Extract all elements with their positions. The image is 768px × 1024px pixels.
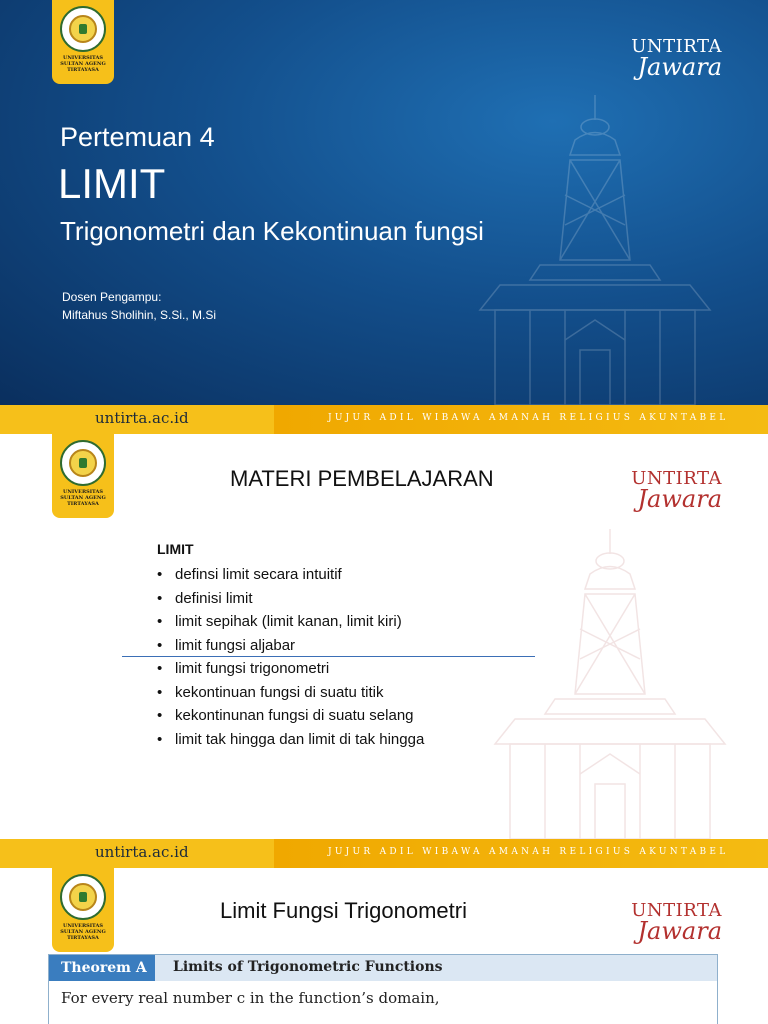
university-logo <box>52 868 114 952</box>
site-url[interactable]: untirta.ac.id <box>95 843 189 861</box>
list-item: • kekontinunan fungsi di suatu selang <box>157 704 424 728</box>
slide-heading: Limit Fungsi Trigonometri <box>220 898 467 923</box>
theorem-title: Limits of Trigonometric Functions <box>173 959 443 975</box>
list-item: • definisi limit <box>157 587 424 611</box>
slide-title: LIMIT <box>58 160 166 207</box>
divider <box>122 656 535 657</box>
seal-icon <box>60 6 106 52</box>
brand-bottom: Jawara <box>637 53 722 81</box>
list-item: • definsi limit secara intuitif <box>157 563 424 587</box>
tower-illustration <box>470 95 720 405</box>
topic-list <box>157 563 424 751</box>
logo-text-line: UNIVERSITAS <box>62 923 103 929</box>
theorem-text: For every real number c in the function’s domain, <box>61 989 440 1007</box>
logo-text-line: TIRTAYASA <box>67 501 99 507</box>
university-logo <box>52 0 114 84</box>
theorem-label: Theorem A <box>49 955 155 981</box>
list-item: • limit tak hingga dan limit di tak hingga <box>157 728 424 752</box>
slide-heading: MATERI PEMBELAJARAN <box>230 466 494 491</box>
brand-top: UNTIRTA <box>631 36 722 57</box>
logo-text-line: UNIVERSITAS <box>62 55 103 61</box>
logo-text-line: SULTAN AGENG <box>60 495 106 501</box>
logo-text-line: TIRTAYASA <box>67 935 99 941</box>
footer-banner <box>0 405 768 434</box>
university-logo <box>52 434 114 518</box>
brand-bottom: Jawara <box>637 485 722 513</box>
list-title: LIMIT <box>157 541 194 557</box>
brand-top: UNTIRTA <box>631 900 722 921</box>
site-url[interactable]: untirta.ac.id <box>95 409 189 427</box>
meeting-label: Pertemuan 4 <box>60 122 215 152</box>
brand-logo <box>600 36 722 81</box>
brand-top: UNTIRTA <box>631 468 722 489</box>
lecturer-label: Dosen Pengampu: <box>62 290 162 304</box>
logo-text-line: SULTAN AGENG <box>60 929 106 935</box>
motto-text: JUJUR ADIL WIBAWA AMANAH RELIGIUS AKUNTABEL <box>328 413 729 423</box>
logo-text-line: TIRTAYASA <box>67 67 99 73</box>
slide-1 <box>0 0 768 405</box>
footer-banner <box>0 839 768 868</box>
logo-text-line: UNIVERSITAS <box>62 489 103 495</box>
brand-logo <box>600 900 722 945</box>
seal-icon <box>60 440 106 486</box>
slide-3 <box>0 868 768 1024</box>
seal-icon <box>60 874 106 920</box>
brand-logo <box>600 468 722 513</box>
brand-bottom: Jawara <box>637 917 722 945</box>
slide-subtitle: Trigonometri dan Kekontinuan fungsi <box>60 216 484 246</box>
list-item: • kekontinuan fungsi di suatu titik <box>157 681 424 705</box>
tower-illustration <box>480 529 740 839</box>
logo-text-line: SULTAN AGENG <box>60 61 106 67</box>
list-item: • limit fungsi trigonometri <box>157 657 424 681</box>
theorem-box <box>48 954 718 1024</box>
theorem-header <box>49 955 717 981</box>
motto-text: JUJUR ADIL WIBAWA AMANAH RELIGIUS AKUNTABEL <box>328 847 729 857</box>
lecturer-name: Miftahus Sholihin, S.Si., M.Si <box>62 308 217 322</box>
list-item: • limit fungsi aljabar <box>157 634 424 658</box>
slide-2 <box>0 434 768 839</box>
list-item: • limit sepihak (limit kanan, limit kiri) <box>157 610 424 634</box>
